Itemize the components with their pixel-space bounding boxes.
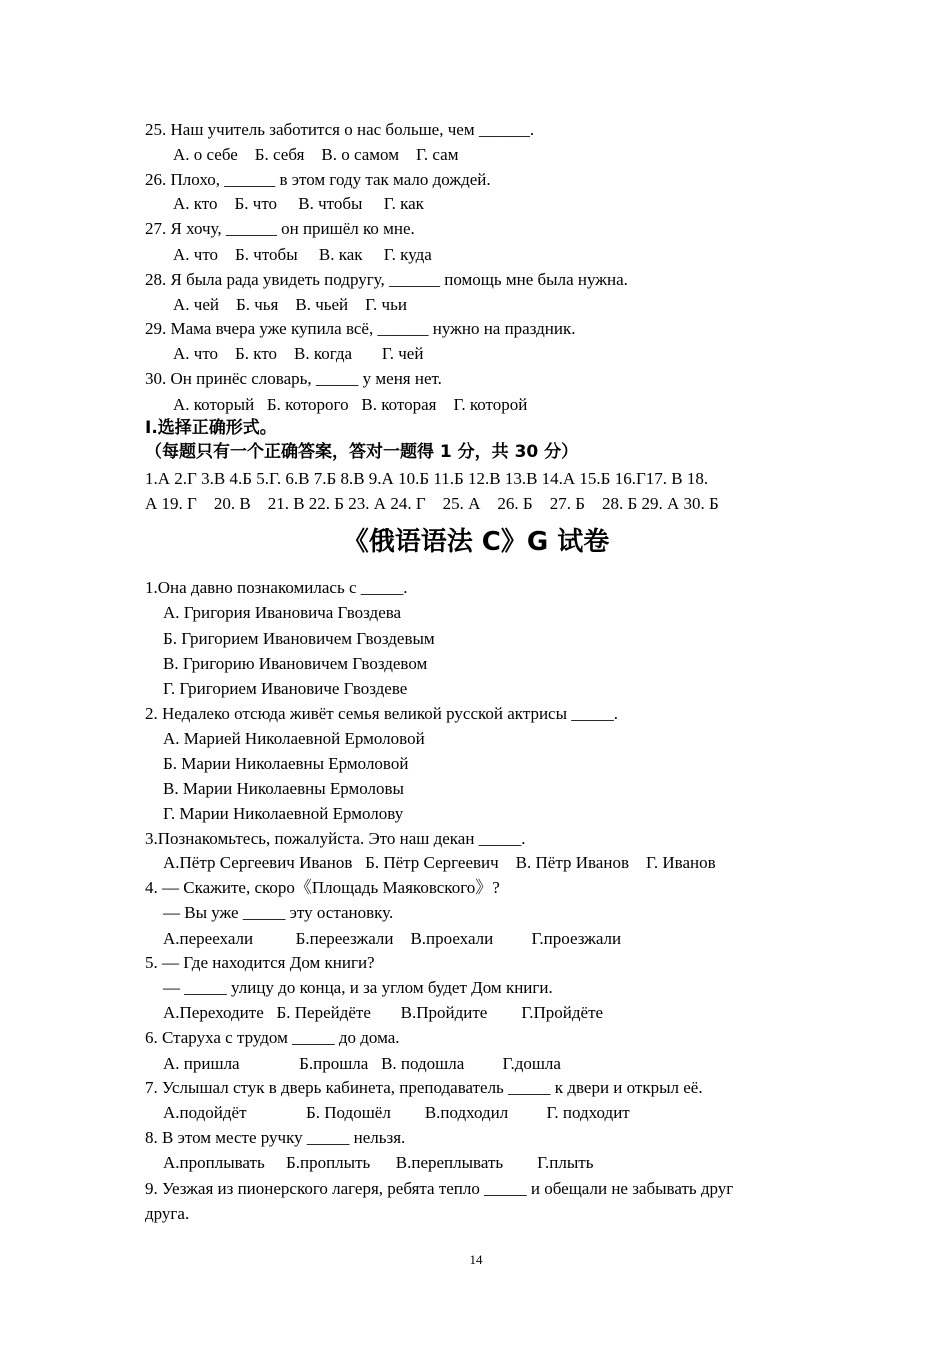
question-5-options: А.Переходите Б. Перейдёте В.Пройдите Г.Пройдёте	[163, 1003, 604, 1022]
question-9-continued: друга.	[145, 1204, 190, 1223]
question-28-options: А. чей Б. чья В. чьей Г. чьи	[173, 295, 407, 314]
question-8: 8. В этом месте ручку _____ нельзя.	[145, 1128, 406, 1147]
question-9: 9. Уезжая из пионерского лагеря, ребята тепло _____ и обещали не забывать друг	[145, 1179, 734, 1198]
question-1-option-c: В. Григорию Ивановичем Гвоздевом	[163, 654, 428, 673]
question-27-options: А. что Б. чтобы В. как Г. куда	[173, 245, 432, 264]
question-1: 1.Она давно познакомилась с _____.	[145, 578, 408, 597]
answer-key-line-1: 1.А 2.Г 3.В 4.Б 5.Г. 6.В 7.Б 8.В 9.А 10.Б 11.Б 12.В 13.В 14.А 15.Б 16.Г17. В 18.	[145, 469, 709, 488]
question-2: 2. Недалеко отсюда живёт семья великой русской актрисы _____.	[145, 704, 619, 723]
question-4: 4. — Скажите, скоро《Площадь Маяковского》?	[145, 878, 500, 897]
question-4-options: А.переехали Б.переезжали В.проехали Г.проезжали	[163, 929, 622, 948]
question-2-option-a: А. Марией Николаевной Ермоловой	[163, 729, 425, 748]
question-28: 28. Я была рада увидеть подругу, ______ помощь мне была нужна.	[145, 270, 628, 289]
question-4-prompt: — Вы уже _____ эту остановку.	[163, 903, 394, 922]
page-number: 14	[469, 1252, 483, 1267]
question-30-options: А. который Б. которого В. которая Г. которой	[173, 395, 528, 414]
question-5: 5. — Где находится Дом книги?	[145, 953, 375, 972]
question-29-options: А. что Б. кто В. когда Г. чей	[173, 344, 424, 363]
question-7: 7. Услышал стук в дверь кабинета, преподаватель _____ к двери и открыл её.	[145, 1078, 703, 1097]
question-1-option-b: Б. Григорием Ивановичем Гвоздевым	[163, 629, 435, 648]
question-7-options: А.подойдёт Б. Подошёл В.подходил Г. подходит	[163, 1103, 630, 1122]
question-30: 30. Он принёс словарь, _____ у меня нет.	[145, 369, 442, 388]
question-8-options: А.проплывать Б.проплыть В.переплывать Г.плыть	[163, 1153, 594, 1172]
question-25: 25. Наш учитель заботится о нас больше, чем ______.	[145, 120, 535, 139]
question-27: 27. Я хочу, ______ он пришёл ко мне.	[145, 219, 415, 238]
answer-scoring: （每题只有一个正确答案，答对一题得 1 分，共 30 分）	[145, 442, 579, 462]
question-2-option-c: В. Марии Николаевны Ермоловы	[163, 779, 404, 798]
question-25-options: А. о себе Б. себя В. о самом Г. сам	[173, 145, 459, 164]
answer-heading: Ⅰ.选择正确形式。	[145, 418, 277, 438]
question-2-option-b: Б. Марии Николаевны Ермоловой	[163, 754, 409, 773]
question-5-prompt: — _____ улицу до конца, и за углом будет Дом книги.	[163, 978, 553, 997]
question-29: 29. Мама вчера уже купила всё, ______ нужно на праздник.	[145, 319, 576, 338]
question-26-options: А. кто Б. что В. чтобы Г. как	[173, 194, 424, 213]
question-2-option-d: Г. Марии Николаевной Ермолову	[163, 804, 404, 823]
question-1-option-a: А. Григория Ивановича Гвоздева	[163, 603, 402, 622]
question-6: 6. Старуха с трудом _____ до дома.	[145, 1028, 400, 1047]
test-title: 《俄语语法 C》G 试卷	[342, 527, 610, 557]
question-6-options: А. пришла Б.прошла В. подошла Г.дошла	[163, 1054, 561, 1073]
question-1-option-d: Г. Григорием Ивановиче Гвоздеве	[163, 679, 408, 698]
question-26: 26. Плохо, ______ в этом году так мало дождей.	[145, 170, 491, 189]
question-3: 3.Познакомьтесь, пожалуйста. Это наш декан _____.	[145, 829, 526, 848]
question-3-options: А.Пётр Сергеевич Иванов Б. Пётр Сергеевич В. Пётр Иванов Г. Иванов	[163, 853, 716, 872]
answer-key-line-2: А 19. Г 20. В 21. В 22. Б 23. А 24. Г 25. А 26. Б 27. Б 28. Б 29. А 30. Б	[145, 494, 719, 513]
